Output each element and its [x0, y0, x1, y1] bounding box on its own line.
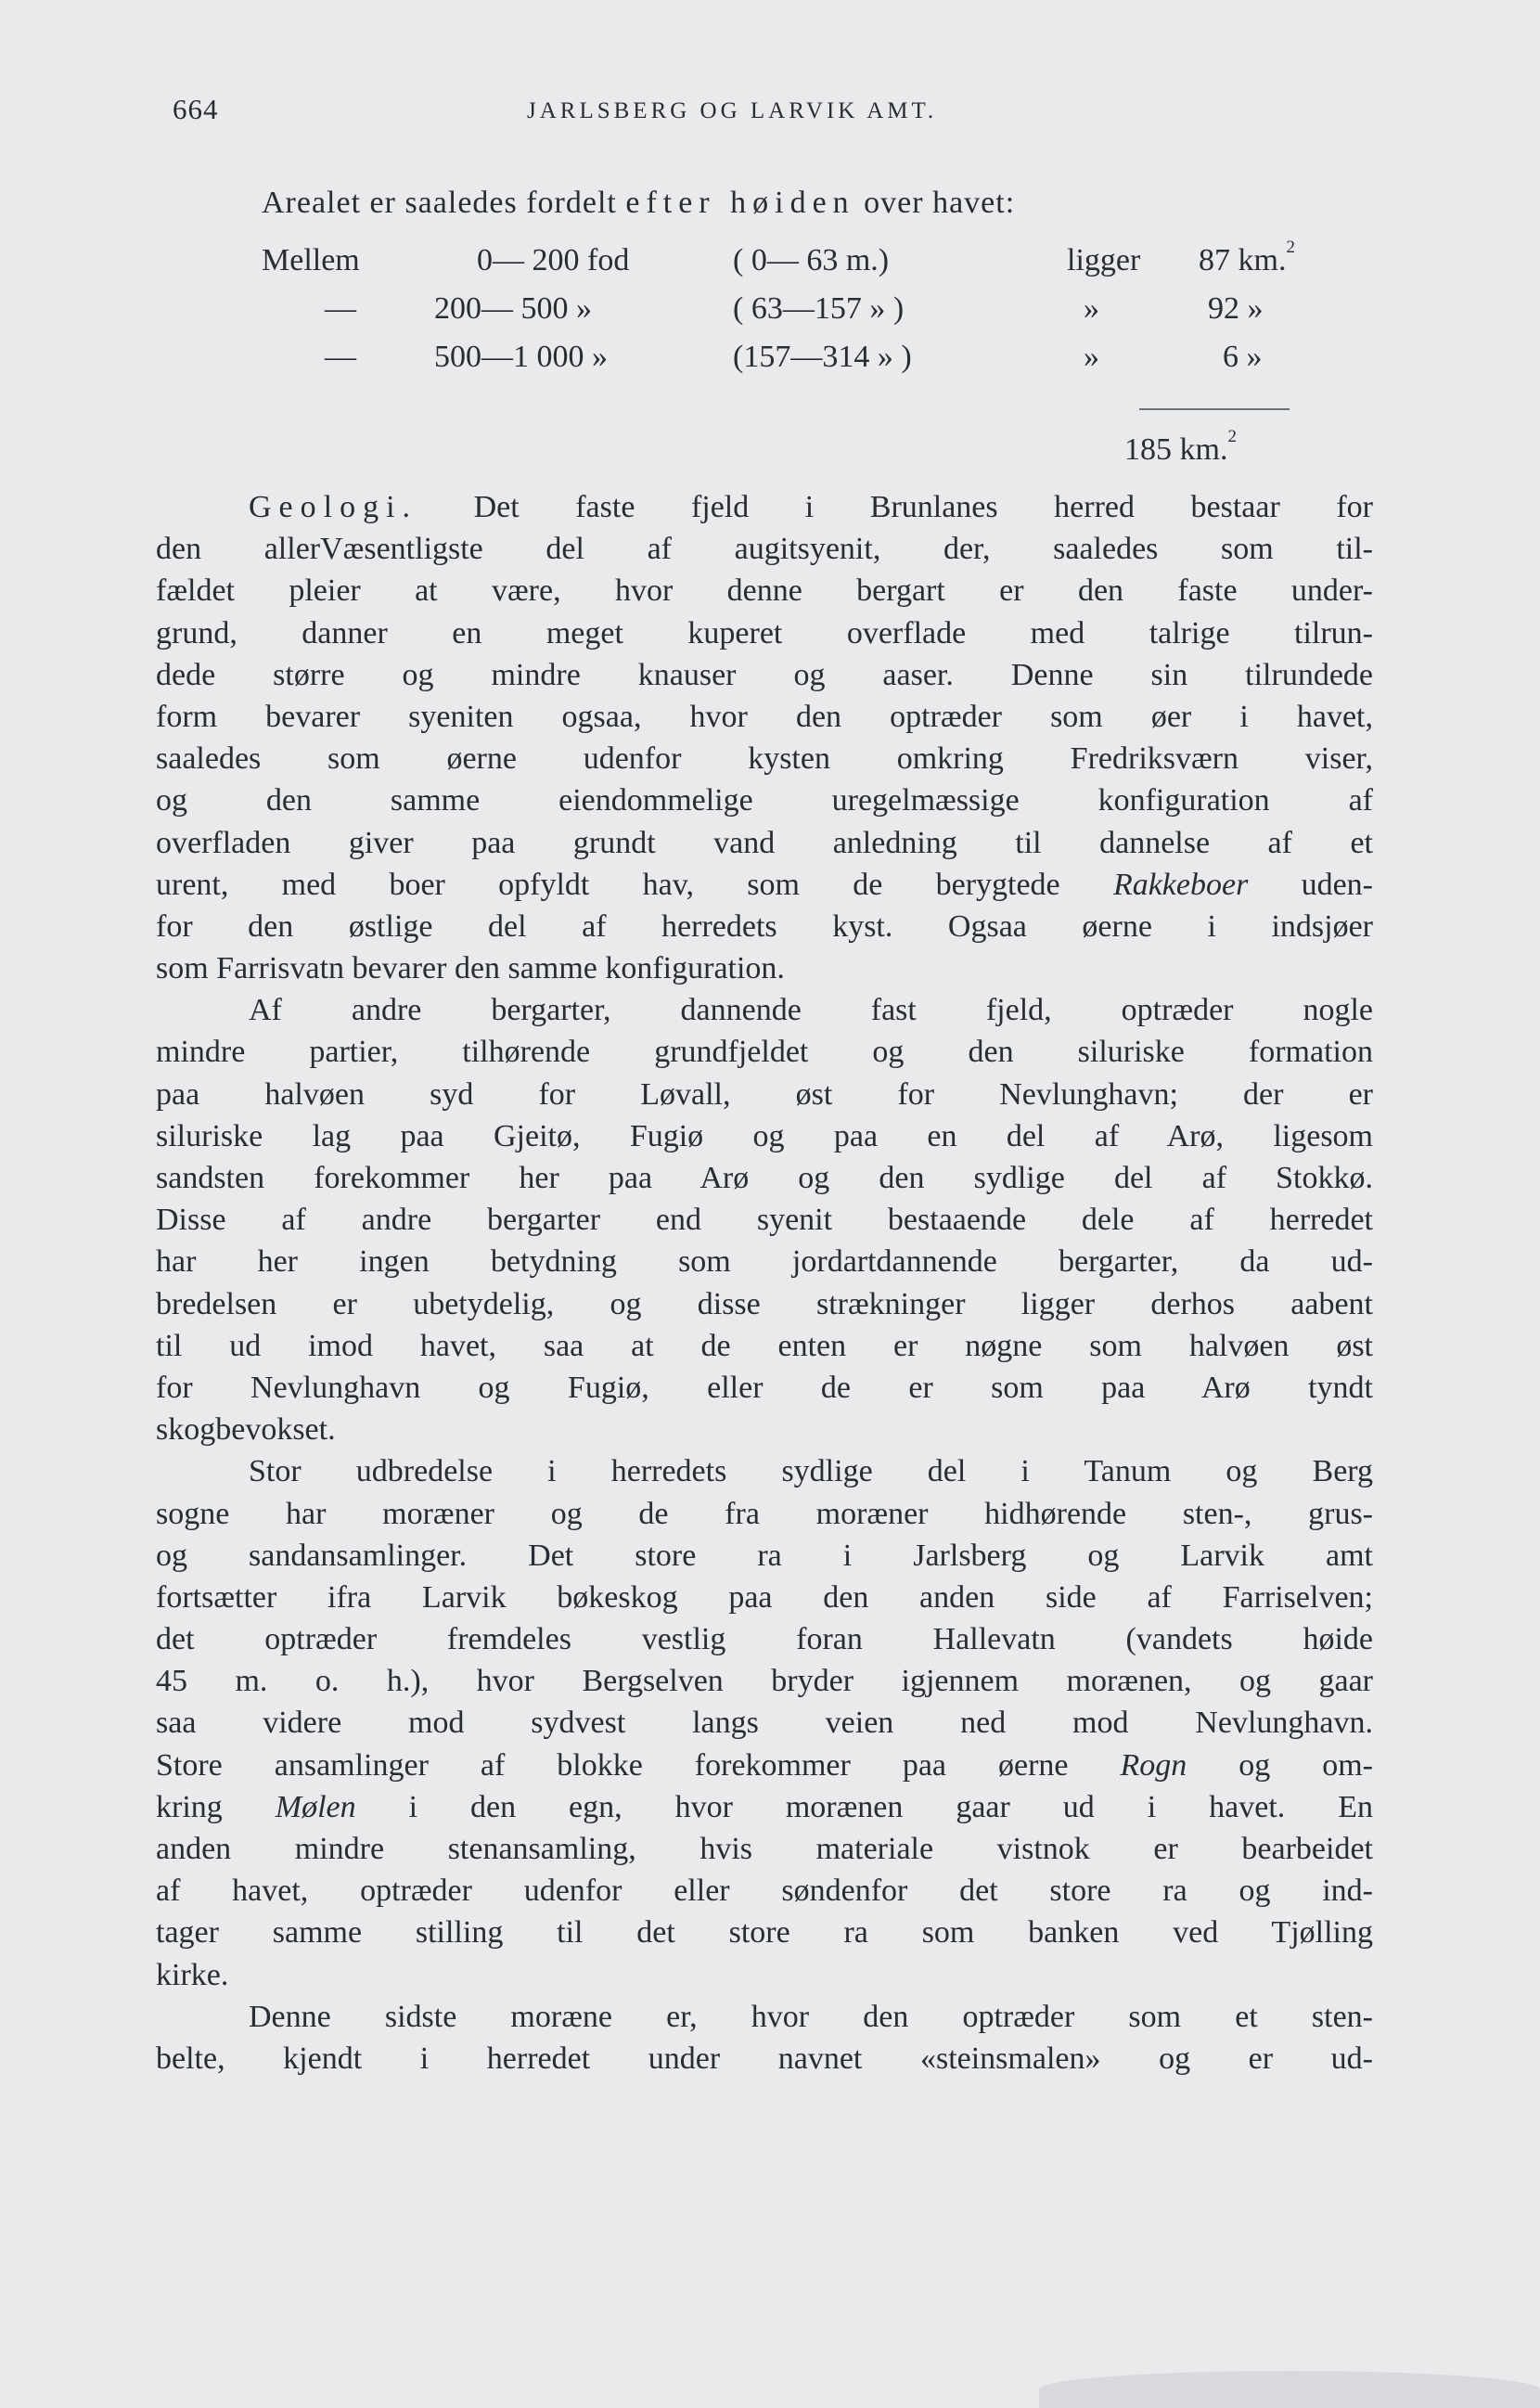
italic-place-name: Rogn — [1120, 1747, 1187, 1783]
text-line: saa videre mod sydvest langs veien ned mod Nevlunghavn. — [156, 1706, 1373, 1741]
text-line: som Farrisvatn bevarer den samme konfiguration. — [156, 951, 785, 986]
area-intro: Arealet er saaledes fordelt efter høiden over havet: — [262, 186, 1016, 220]
italic-place-name: Mølen — [275, 1789, 356, 1824]
text-line: Af andre bergarter, dannende fast fjeld, optræder nogle — [249, 993, 1373, 1028]
area-table-row: — 500—1 000 » (157—314 » ) » 6 » — [325, 340, 1263, 374]
text-line: for den østlige del af herredets kyst. Ogsaa øerne i indsjøer — [156, 908, 1373, 944]
area-table-row: Mellem 0— 200 fod ( 0— 63 m.) ligger 87 km.$^2$ — [262, 238, 1295, 277]
text-line: det optræder fremdeles vestlig foran Hallevatn (vandets høide — [156, 1622, 1373, 1657]
italic-place-name: Rakkeboer — [1112, 867, 1249, 902]
text-line: form bevarer syeniten ogsaa, hvor den optræder som øer i havet, — [156, 699, 1373, 734]
text-line: siluriske lag paa Gjeitø, Fugiø og paa en del af Arø, ligesom — [156, 1118, 1373, 1153]
body-text — [156, 486, 1373, 2080]
text-line: skogbevokset. — [156, 1412, 336, 1448]
text-line: sogne har moræner og de fra moræner hidhørende sten-, grus- — [156, 1496, 1373, 1531]
text-line: Disse af andre bergarter end syenit bestaaende dele af herredet — [156, 1203, 1373, 1238]
text-line: Stor udbredelse i herredets sydlige del i Tanum og Berg — [249, 1454, 1373, 1489]
running-title: JARLSBERG OG LARVIK AMT. — [527, 98, 938, 123]
section-heading: Geologi. — [249, 490, 418, 524]
text-line: saaledes som øerne udenfor kysten omkring Fredriksværn viser, — [156, 741, 1373, 777]
text-line: Geologi. Det faste fjeld i Brunlanes herred bestaar for — [249, 490, 1373, 524]
text-line: for Nevlunghavn og Fugiø, eller de er som paa Arø tyndt — [156, 1370, 1373, 1405]
text-line: mindre partier, tilhørende grundfjeldet og den siluriske formation — [156, 1035, 1373, 1070]
area-table-row: — 200— 500 » ( 63—157 » ) » 92 » — [325, 291, 1264, 326]
page-number: 664 — [173, 93, 219, 125]
text-line: dede større og mindre knauser og aaser. Denne sin tilrundede — [156, 657, 1373, 692]
text-line: tager samme stilling til det store ra som banken ved Tjølling — [156, 1915, 1373, 1951]
text-line: kring Mølen i den egn, hvor morænen gaar ud i havet. En — [156, 1789, 1373, 1824]
text-line: kirke. — [156, 1957, 229, 1992]
text-line: 45 m. o. h.), hvor Bergselven bryder igjennem morænen, og gaar — [156, 1664, 1373, 1699]
text-line: bredelsen er ubetydelig, og disse strækninger ligger derhos aabent — [156, 1286, 1373, 1321]
text-line: fældet pleier at være, hvor denne bergart er den faste under- — [156, 573, 1373, 609]
area-total: 185 km.$^2$ — [1124, 427, 1237, 467]
text-line: fortsætter ifra Larvik bøkeskog paa den anden side af Farriselven; — [156, 1579, 1373, 1615]
text-line: belte, kjendt i herredet under navnet «steinsmalen» og er ud- — [156, 2041, 1373, 2076]
text-line: anden mindre stenansamling, hvis materiale vistnok er bearbeidet — [156, 1832, 1373, 1866]
sum-rule — [1139, 408, 1290, 410]
text-line: har her ingen betydning som jordartdannende bergarter, da ud- — [156, 1244, 1373, 1280]
spaced-emphasis: efter høiden — [625, 186, 855, 220]
text-line: urent, med boer opfyldt hav, som de berygtede Rakkeboer uden- — [156, 867, 1373, 902]
text-line: til ud imod havet, saa at de enten er nøgne som halvøen øst — [156, 1328, 1373, 1363]
page-edge-shadow — [1039, 2371, 1540, 2408]
text-line: og den samme eiendommelige uregelmæssige konfiguration af — [156, 783, 1373, 818]
text-line: grund, danner en meget kuperet overflade med talrige tilrun- — [156, 615, 1373, 650]
text-line: Store ansamlinger af blokke forekommer paa øerne Rogn og om- — [156, 1747, 1373, 1783]
text-line: paa halvøen syd for Løvall, øst for Nevlunghavn; der er — [156, 1076, 1373, 1112]
text-line: og sandansamlinger. Det store ra i Jarlsberg og Larvik amt — [156, 1538, 1373, 1573]
text-line: overfladen giver paa grundt vand anledning til dannelse af et — [156, 825, 1373, 860]
page-header — [0, 93, 1540, 134]
text-line: sandsten forekommer her paa Arø og den sydlige del af Stokkø. — [156, 1161, 1373, 1195]
text-line: den allerVæsentligste del af augitsyenit, der, saaledes som til- — [156, 532, 1373, 567]
text-line: Denne sidste moræne er, hvor den optræder som et sten- — [249, 1999, 1373, 2034]
text-line: af havet, optræder udenfor eller søndenfor det store ra og ind- — [156, 1874, 1373, 1909]
